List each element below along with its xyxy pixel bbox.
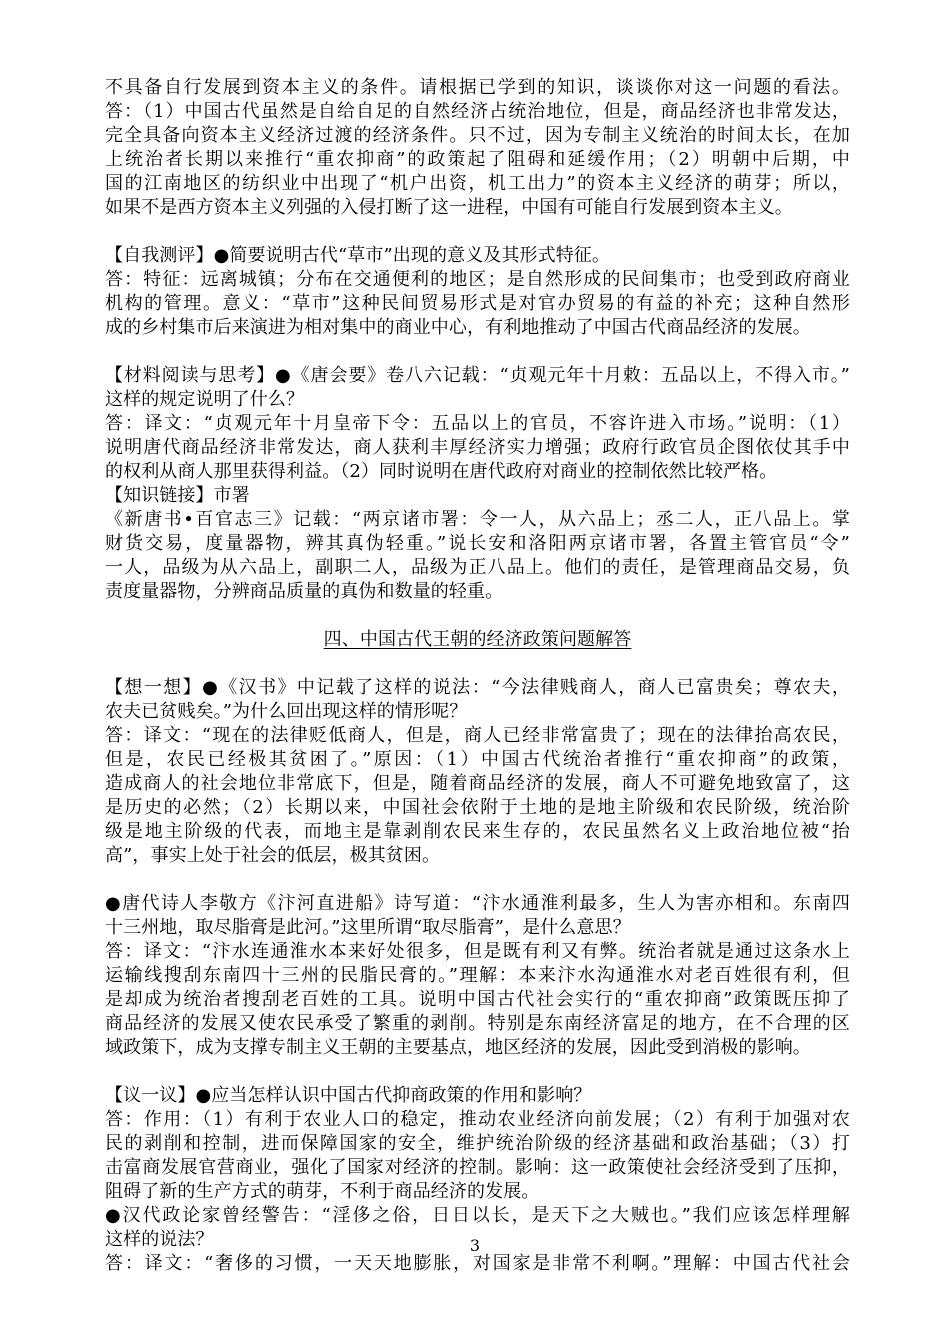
blank-line [105,340,850,364]
text-line: 答：译文：“贞观元年十月皇帝下令：五品以上的官员，不容许进入市场。”说明：（1） [105,413,850,434]
text-line: 答：作用：（1）有利于农业人口的稳定，推动农业经济向前发展；（2）有利于加强对农 [105,1109,850,1130]
text-line: 财货交易，度量器物，辨其真伪轻重。”说长安和洛阳两京诸市署，各置主管官员“令” [105,533,850,554]
text-line: 【自我测评】●简要说明古代“草市”出现的意义及其形式特征。 [105,245,611,266]
text-line: 域政策下，成为支撑专制主义王朝的主要基点，地区经济的发展，因此受到消极的影响。 [105,1037,811,1058]
text-line: 答：译文：“现在的法律贬低商人，但是，商人已经非常富贵了；现在的法律抬高农民， [105,725,850,746]
page-body [105,76,850,1276]
text-line: 是却成为统治者搜刮老百姓的工具。说明中国古代社会实行的“重农抑商”政策既压抑了 [105,989,850,1010]
text-line: 运输线搜刮东南四十三州的民脂民膏的。”理解：本来汴水沟通淮水对老百姓很有利，但 [105,965,850,986]
text-line: 是历史的必然；（2）长期以来，中国社会依附于土地的是地主阶级和农民阶级，统治阶 [105,797,850,818]
text-line: 级是地主阶级的代表，而地主是靠剥削农民来生存的，农民虽然名义上政治地位被“抬 [105,821,850,842]
text-line: 【想一想】●《汉书》中记载了这样的说法：“今法律贱商人，商人已富贵矣；尊农夫， [105,677,850,698]
blank-line [105,868,850,892]
text-line: 十三州地，取尽脂膏是此河。”这里所谓“取尽脂膏”，是什么意思？ [105,917,631,938]
text-line: 击富商发展官营商业，强化了国家对经济的控制。影响：这一政策使社会经济受到了压抑， [105,1157,850,1178]
text-line: ●汉代政论家曾经警告：“淫侈之俗，日日以长，是天下之大贼也。”我们应该怎样理解 [105,1205,850,1226]
text-line: 农夫已贫贱矣。”为什么回出现这样的情形呢？ [105,701,468,722]
text-line: 阻碍了新的生产方式的萌芽，不利于商品经济的发展。 [105,1181,540,1202]
text-line: 商品经济的发展又使农民承受了繁重的剥削。特别是东南经济富足的地方，在不合理的区 [105,1013,850,1034]
text-line: 【材料阅读与思考】●《唐会要》卷八六记载：“贞观元年十月敕：五品以上，不得入市。” [105,365,850,386]
text-line: 答：译文：“奢侈的习惯，一天天地膨胀，对国家是非常不利啊。”理解：中国古代社会 [105,1253,850,1274]
text-line: 机构的管理。意义：“草市”这种民间贸易形式是对官办贸易的有益的补充；这种自然形 [105,293,850,314]
text-line: 这样的规定说明了什么？ [105,389,305,410]
text-line: 但是，农民已经极其贫困了。”原因：（1）中国古代统治者推行“重农抑商”的政策， [105,749,850,770]
text-line: 上统治者长期以来推行“重农抑商”的政策起了阻碍和延缓作用；（2）明朝中后期，中 [105,149,850,170]
text-line: 答：特征：远离城镇；分布在交通便利的地区；是自然形成的民间集市；也受到政府商业 [105,269,850,290]
text-line: 成的乡村集市后来演进为相对集中的商业中心，有利地推动了中国古代商品经济的发展。 [105,317,811,338]
text-line: 【知识链接】市署 [105,485,250,506]
text-line: 的权利从商人那里获得利益。（2）同时说明在唐代政府对商业的控制依然比较严格。 [105,461,778,482]
text-line: 一人，品级为从六品上，副职二人，品级为正八品上。他们的责任，是管理商品交易，负 [105,557,850,578]
text-line: 民的剥削和控制，进而保障国家的安全，维护统治阶级的经济基础和政治基础；（3）打 [105,1133,850,1154]
text-line: ●唐代诗人李敬方《汴河直进船》诗写道：“汴水通淮利最多，生人为害亦相和。东南四 [105,893,850,914]
section-heading: 四、中国古代王朝的经济政策问题解答 [323,629,632,650]
text-line: 不具备自行发展到资本主义的条件。请根据已学到的知识，谈谈你对这一问题的看法。 [105,77,850,98]
blank-line [105,652,850,676]
text-line: 完全具备向资本主义经济过渡的经济条件。只不过，因为专制主义统治的时间太长，在加 [105,125,850,146]
blank-line [105,220,850,244]
blank-line [105,1060,850,1084]
text-line: 如果不是西方资本主义列强的入侵打断了这一进程，中国有可能自行发展到资本主义。 [105,197,793,218]
text-line: 《新唐书•百官志三》记载：“两京诸市署：令一人，从六品上；丞二人，正八品上。掌 [105,509,850,530]
blank-line [105,604,850,628]
text-line: 责度量器物，分辨商品质量的真伪和数量的轻重。 [105,581,504,602]
text-line: 造成商人的社会地位非常底下，但是，随着商品经济的发展，商人不可避免地致富了，这 [105,773,850,794]
text-line: 答：（1）中国古代虽然是自给自足的自然经济占统治地位，但是，商品经济也非常发达， [105,101,850,122]
text-line: 这样的说法？ [105,1229,214,1250]
text-line: 说明唐代商品经济非常发达，商人获利丰厚经济实力增强；政府行政官员企图依仗其手中 [105,437,850,458]
text-line: 答：译文：“汴水连通淮水本来好处很多，但是既有利又有弊。统治者就是通过这条水上 [105,941,850,962]
text-line: 高”，事实上处于社会的低层，极其贫困。 [105,845,441,866]
text-line: 【议一议】●应当怎样认识中国古代抑商政策的作用和影响？ [105,1085,592,1106]
text-line: 国的江南地区的纺织业中出现了“机户出资，机工出力”的资本主义经济的萌芽；所以， [105,173,850,194]
page-number: 3 [469,1236,481,1255]
